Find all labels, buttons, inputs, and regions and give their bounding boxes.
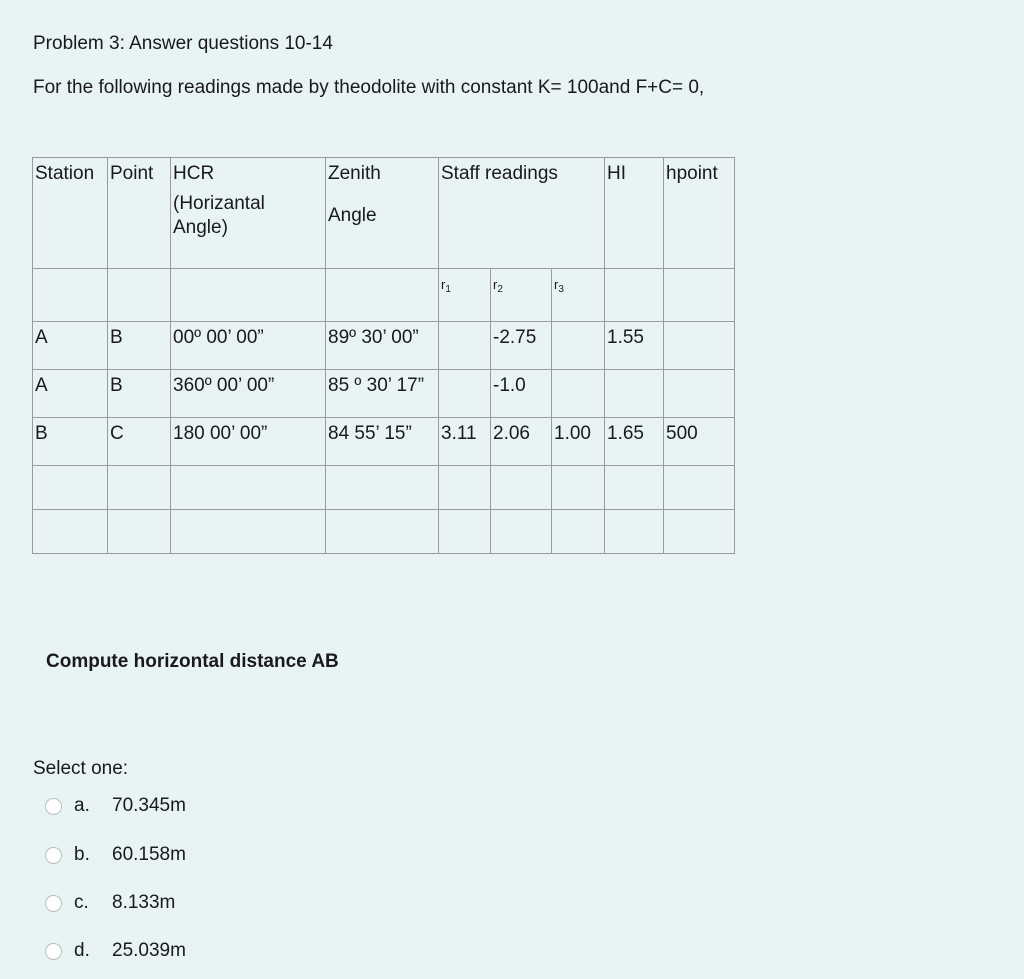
header-zenith bbox=[326, 158, 439, 269]
cell-point: C bbox=[108, 418, 171, 466]
option-text: 8.133m bbox=[112, 892, 176, 913]
option-d[interactable] bbox=[45, 939, 186, 963]
cell-hi: 1.55 bbox=[605, 322, 664, 370]
cell-r1 bbox=[439, 370, 491, 418]
cell-r2: 2.06 bbox=[491, 418, 552, 466]
header-zenith-line2: Angle bbox=[328, 204, 377, 226]
table-row-empty bbox=[33, 510, 735, 554]
cell-point: B bbox=[108, 322, 171, 370]
cell-hpoint bbox=[664, 370, 735, 418]
select-one-label: Select one: bbox=[33, 758, 129, 779]
readings-table bbox=[32, 157, 735, 554]
radio-button-d[interactable] bbox=[45, 943, 62, 960]
subheader-r2: $r_2$ bbox=[491, 269, 552, 322]
cell-hi: 1.65 bbox=[605, 418, 664, 466]
header-hcr-line3: Angle) bbox=[173, 216, 228, 238]
header-zenith-line1: Zenith bbox=[328, 163, 381, 184]
header-point: Point bbox=[108, 158, 171, 269]
problem-title: Problem 3: Answer questions 10-14 bbox=[33, 33, 333, 54]
radio-button-b[interactable] bbox=[45, 847, 62, 864]
header-station: Station bbox=[33, 158, 108, 269]
header-hcr-line1: HCR bbox=[173, 163, 215, 184]
cell-r1 bbox=[439, 322, 491, 370]
cell-hcr: 180 00’ 00” bbox=[171, 418, 326, 466]
table-row-empty bbox=[33, 466, 735, 510]
question-text: Compute horizontal distance AB bbox=[46, 651, 339, 672]
cell-zenith: 89º 30’ 00” bbox=[326, 322, 439, 370]
option-letter: d. bbox=[74, 940, 90, 961]
cell-hpoint bbox=[664, 322, 735, 370]
subheader-r3: $r_3$ bbox=[552, 269, 605, 322]
cell-r2: -1.0 bbox=[491, 370, 552, 418]
cell-r1: 3.11 bbox=[439, 418, 491, 466]
option-a[interactable] bbox=[45, 794, 186, 818]
problem-intro: For the following readings made by theodolite with constant K= 100and F+C= 0, bbox=[33, 77, 705, 98]
table-row bbox=[33, 370, 735, 418]
radio-button-a[interactable] bbox=[45, 798, 62, 815]
radio-button-c[interactable] bbox=[45, 895, 62, 912]
table-header-row bbox=[33, 158, 735, 269]
option-b[interactable] bbox=[45, 843, 186, 867]
option-text: 25.039m bbox=[112, 940, 186, 961]
cell-r3 bbox=[552, 322, 605, 370]
option-letter: c. bbox=[74, 892, 89, 913]
option-c[interactable] bbox=[45, 891, 175, 915]
cell-hi bbox=[605, 370, 664, 418]
header-hi: HI bbox=[605, 158, 664, 269]
table-subheader-row bbox=[33, 269, 735, 322]
cell-station: B bbox=[33, 418, 108, 466]
cell-r3 bbox=[552, 370, 605, 418]
table-row bbox=[33, 418, 735, 466]
cell-point: B bbox=[108, 370, 171, 418]
header-hcr bbox=[171, 158, 326, 269]
cell-station: A bbox=[33, 370, 108, 418]
option-letter: a. bbox=[74, 795, 90, 816]
cell-hcr: 00º 00’ 00” bbox=[171, 322, 326, 370]
option-letter: b. bbox=[74, 844, 90, 865]
cell-r3: 1.00 bbox=[552, 418, 605, 466]
cell-hpoint: 500 bbox=[664, 418, 735, 466]
subheader-r1: $r_1$ bbox=[439, 269, 491, 322]
cell-r2: -2.75 bbox=[491, 322, 552, 370]
cell-zenith: 85 º 30’ 17” bbox=[326, 370, 439, 418]
table-row bbox=[33, 322, 735, 370]
header-staff-readings: Staff readings bbox=[439, 158, 605, 269]
header-hcr-line2: (Horizantal bbox=[173, 192, 265, 214]
cell-hcr: 360º 00’ 00” bbox=[171, 370, 326, 418]
option-text: 60.158m bbox=[112, 844, 186, 865]
header-hpoint: hpoint bbox=[664, 158, 735, 269]
cell-zenith: 84 55’ 15” bbox=[326, 418, 439, 466]
cell-station: A bbox=[33, 322, 108, 370]
option-text: 70.345m bbox=[112, 795, 186, 816]
